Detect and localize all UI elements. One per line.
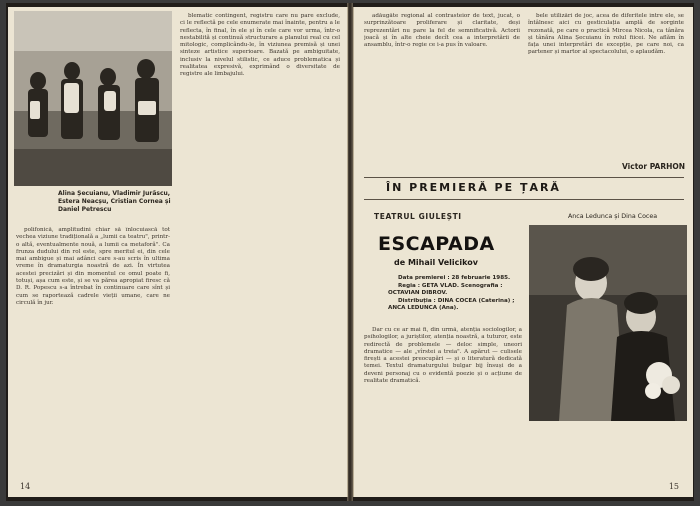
left-page bbox=[8, 7, 348, 497]
actresses-photo-image bbox=[529, 225, 687, 421]
cast-photo-image bbox=[14, 11, 172, 186]
theatre-name: TEATRUL GIULEȘTI bbox=[374, 212, 462, 221]
left-column-2 bbox=[180, 13, 340, 482]
actresses-photo bbox=[529, 225, 687, 421]
section-rule-top bbox=[364, 177, 684, 178]
page-number-right: 15 bbox=[668, 482, 679, 491]
play-title: ESCAPADA bbox=[378, 233, 495, 255]
review-body-text: Dar cu ce ar mai fi, din urmă, atenția sociologilor, a psihologilor, a juriștilor, atenția noastră, a tuturor, este redirectă de problemele — deloc simple, uneori dramatice — ale „vîrstei a treia". A apărut — culisele firești a acestei preocupări — și o literatură dedicată temei. Textul dramaturgului bulgar bij însuși de a deveni personaj cu o evidentă poezie și o acțiune de realitate dramatică. bbox=[364, 327, 522, 385]
left-column-1 bbox=[16, 227, 170, 482]
section-rule-bottom bbox=[364, 199, 684, 200]
right-column-1-text: adăugăte regional al contrasteior de text, jucat, o surprinzătoare proliferare și claritate, deși reprezentări nu pare la fel de semnificativă. Actorii joacă și în alte cheie decît cea a interpretării de ansamblu, într-o regie ce i-a pus în valoare. bbox=[364, 13, 520, 49]
right-column-2-text: bele utilizări de joc, acea de diferitele intre ele, se întâlnesc aici cu gesticulația amplă de sorginte rezonată, pe care o practică Mircea Nicola, ca tânăra și tânăra Alina Șecuianu în rolul fiicei. Ne aflăm în fața unei interpretări de excepție, pe care noi, ca partener și martor al spectacolului, o aplaudăm. bbox=[528, 13, 684, 56]
right-photo-caption: Anca Ledunca și Dina Cocea bbox=[568, 213, 658, 220]
cast-photo bbox=[14, 11, 172, 186]
left-column-2-text: blematic contingent, registru care nu pare exclude, ci le reflectă pe cele enumerate mai înainte, pentru a le reflecta, în final, în ele și în cele care vor urma, într-o nestabilită și continuă structurare a planului real cu cel mitologic, complicându-le, în viziunea premisă și unei sinteze artistice superioare. Bazată pe ambiguitate, inclusiv la nivelul stilistic, ce aduce problematica și realitatea expresivă, exprimând o diversitate de registre ale limbajului. bbox=[180, 13, 340, 78]
cast-credit: Distribuția : DINA COCEA (Caterina) ; ANCA LEDUNCA (Ana). bbox=[388, 297, 515, 312]
right-column-2 bbox=[528, 13, 684, 141]
play-author: de Mihail Velicikov bbox=[394, 258, 478, 267]
play-credits bbox=[388, 275, 523, 313]
director-credit: Regia : GETA VLAD. Scenografia : OCTAVIAN DIBROV. bbox=[388, 282, 503, 297]
article-signature: Victor PARHON bbox=[622, 162, 686, 171]
right-page bbox=[353, 7, 693, 497]
cast-photo-caption: Alina Șecuianu, Vladimir Jurăscu, Estera Neacșu, Cristian Cornea și Daniel Petrescu bbox=[58, 190, 171, 213]
section-title: ÎN PREMIERĂ PE ȚARĂ bbox=[386, 181, 561, 194]
premiere-date: Data premierei : 28 februarie 1985. bbox=[398, 275, 511, 281]
review-body bbox=[364, 327, 522, 482]
page-number-left: 14 bbox=[20, 482, 31, 491]
magazine-spread bbox=[6, 3, 694, 501]
left-column-1-text: polifonică, amplitudini chiar să înlocuiască tot vechea viziune tradițională a „lumii ca teatru", printr-o altă, eventualmente nouă, a lumii ca metaforă". Ca frunza dudului din rol este, spre meritul ei, din cele mai ambigue și mai adânci care s-au scris în ultima vreme în dramaturgia noastră de azi. În virtutea acestei precizări și din momentul ce omul poate fi, totuși, așa cum este, și se va părea apropiat firesc că D. R. Popescu s-a întrebat în continuare care sînt și cum se raportează cadrele vieții umane, care ne circulă în jur. bbox=[16, 227, 170, 306]
right-column-1 bbox=[364, 13, 520, 161]
